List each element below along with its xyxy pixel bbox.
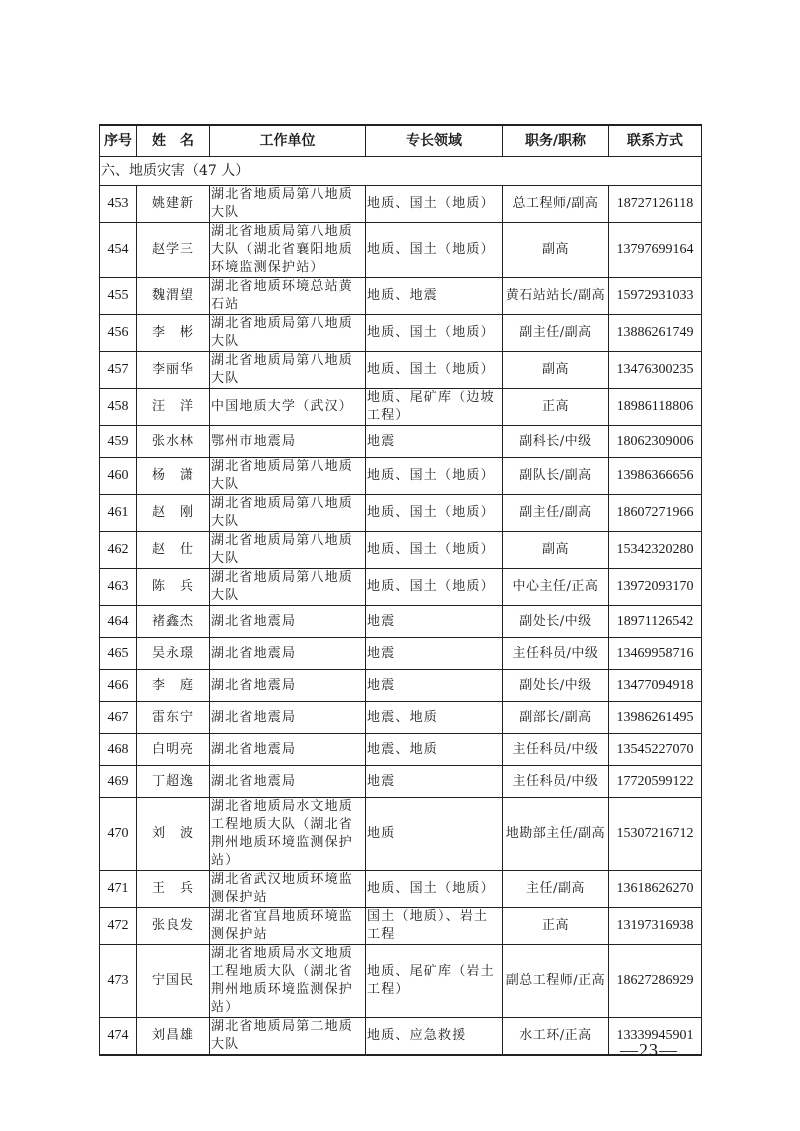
header-row: [100, 125, 702, 157]
work-unit: 湖北省地质局第八地质大队: [210, 315, 366, 352]
specialty-field: 地震、地质: [366, 702, 503, 734]
specialty-field: 地震: [366, 766, 503, 798]
work-unit: 湖北省地震局: [210, 702, 366, 734]
table-row: [100, 426, 702, 458]
work-unit: 鄂州市地震局: [210, 426, 366, 458]
work-unit: 湖北省地质局第二地质大队: [210, 1018, 366, 1056]
row-number: 470: [100, 798, 137, 871]
work-unit: 湖北省武汉地质环境监测保护站: [210, 871, 366, 908]
row-number: 461: [100, 495, 137, 532]
person-name: 魏渭望: [137, 278, 210, 315]
person-name: 雷东宁: [137, 702, 210, 734]
table-row: [100, 495, 702, 532]
row-number: 459: [100, 426, 137, 458]
specialty-field: 地质、国土（地质）: [366, 569, 503, 606]
contact-phone: 13986261495: [609, 702, 702, 734]
person-name: 宁国民: [137, 945, 210, 1018]
work-unit: 湖北省地震局: [210, 734, 366, 766]
specialty-field: 地震: [366, 670, 503, 702]
row-number: 458: [100, 389, 137, 426]
position-title: 副队长/副高: [503, 458, 609, 495]
position-title: 副科长/中级: [503, 426, 609, 458]
work-unit: 湖北省地质环境总站黄石站: [210, 278, 366, 315]
specialty-field: 国土（地质）、岩土工程: [366, 908, 503, 945]
work-unit: 湖北省地质局水文地质工程地质大队（湖北省荆州地质环境监测保护站）: [210, 945, 366, 1018]
row-number: 465: [100, 638, 137, 670]
work-unit: 湖北省地质局第八地质大队: [210, 458, 366, 495]
header-title: 职务/职称: [503, 125, 609, 157]
work-unit: 湖北省地质局第八地质大队: [210, 532, 366, 569]
specialty-field: 地质、国土（地质）: [366, 495, 503, 532]
contact-phone: 13197316938: [609, 908, 702, 945]
row-number: 469: [100, 766, 137, 798]
position-title: 水工环/正高: [503, 1018, 609, 1056]
page-number: —23—: [620, 1040, 678, 1060]
person-name: 丁超逸: [137, 766, 210, 798]
specialty-field: 地震: [366, 426, 503, 458]
table-row: [100, 670, 702, 702]
row-number: 473: [100, 945, 137, 1018]
person-name: 赵 刚: [137, 495, 210, 532]
table-row: [100, 352, 702, 389]
table-row: [100, 734, 702, 766]
contact-phone: 15342320280: [609, 532, 702, 569]
person-name: 吴永璟: [137, 638, 210, 670]
work-unit: 湖北省地质局第八地质大队: [210, 569, 366, 606]
specialty-field: 地质、地震: [366, 278, 503, 315]
row-number: 463: [100, 569, 137, 606]
row-number: 454: [100, 223, 137, 278]
specialty-field: 地质、国土（地质）: [366, 352, 503, 389]
contact-phone: 17720599122: [609, 766, 702, 798]
person-name: 刘昌雄: [137, 1018, 210, 1056]
work-unit: 湖北省地质局水文地质工程地质大队（湖北省荆州地质环境监测保护站）: [210, 798, 366, 871]
person-name: 陈 兵: [137, 569, 210, 606]
specialty-field: 地质、国土（地质）: [366, 532, 503, 569]
contact-phone: 13972093170: [609, 569, 702, 606]
person-name: 张良发: [137, 908, 210, 945]
position-title: 副高: [503, 532, 609, 569]
header-name: 姓 名: [137, 125, 210, 157]
position-title: 副主任/副高: [503, 495, 609, 532]
position-title: 主任/副高: [503, 871, 609, 908]
person-name: 白明亮: [137, 734, 210, 766]
row-number: 474: [100, 1018, 137, 1056]
contact-phone: 13986366656: [609, 458, 702, 495]
position-title: 正高: [503, 389, 609, 426]
table-row: [100, 458, 702, 495]
work-unit: 湖北省地质局第八地质大队（湖北省襄阳地质环境监测保护站）: [210, 223, 366, 278]
header-field: 专长领域: [366, 125, 503, 157]
table-row: [100, 638, 702, 670]
position-title: 主任科员/中级: [503, 766, 609, 798]
specialty-field: 地质、国土（地质）: [366, 223, 503, 278]
header-contact: 联系方式: [609, 125, 702, 157]
work-unit: 湖北省地质局第八地质大队: [210, 495, 366, 532]
contact-phone: 13469958716: [609, 638, 702, 670]
row-number: 462: [100, 532, 137, 569]
row-number: 468: [100, 734, 137, 766]
person-name: 汪 洋: [137, 389, 210, 426]
position-title: 正高: [503, 908, 609, 945]
table-row: [100, 278, 702, 315]
person-name: 褚鑫杰: [137, 606, 210, 638]
contact-phone: 18971126542: [609, 606, 702, 638]
work-unit: 湖北省地质局第八地质大队: [210, 186, 366, 223]
contact-phone: 13618626270: [609, 871, 702, 908]
section-row: [100, 157, 702, 186]
work-unit: 湖北省地震局: [210, 766, 366, 798]
header-unit: 工作单位: [210, 125, 366, 157]
table-row: [100, 1018, 702, 1056]
position-title: 总工程师/副高: [503, 186, 609, 223]
expert-table: [99, 124, 702, 1056]
row-number: 456: [100, 315, 137, 352]
position-title: 副处长/中级: [503, 606, 609, 638]
row-number: 466: [100, 670, 137, 702]
position-title: 副处长/中级: [503, 670, 609, 702]
table-row: [100, 606, 702, 638]
position-title: 主任科员/中级: [503, 638, 609, 670]
contact-phone: 13477094918: [609, 670, 702, 702]
work-unit: 湖北省地震局: [210, 606, 366, 638]
contact-phone: 18607271966: [609, 495, 702, 532]
table-row: [100, 186, 702, 223]
specialty-field: 地质、尾矿库（岩土工程）: [366, 945, 503, 1018]
row-number: 471: [100, 871, 137, 908]
position-title: 地勘部主任/副高: [503, 798, 609, 871]
specialty-field: 地震: [366, 638, 503, 670]
work-unit: 湖北省地震局: [210, 670, 366, 702]
person-name: 李丽华: [137, 352, 210, 389]
specialty-field: 地质、应急救援: [366, 1018, 503, 1056]
specialty-field: 地质、尾矿库（边坡工程）: [366, 389, 503, 426]
row-number: 460: [100, 458, 137, 495]
specialty-field: 地质、国土（地质）: [366, 315, 503, 352]
contact-phone: 18727126118: [609, 186, 702, 223]
specialty-field: 地质、国土（地质）: [366, 458, 503, 495]
row-number: 455: [100, 278, 137, 315]
specialty-field: 地震、地质: [366, 734, 503, 766]
row-number: 472: [100, 908, 137, 945]
person-name: 李 彬: [137, 315, 210, 352]
position-title: 副高: [503, 223, 609, 278]
table-row: [100, 223, 702, 278]
contact-phone: 15307216712: [609, 798, 702, 871]
person-name: 王 兵: [137, 871, 210, 908]
person-name: 赵 仕: [137, 532, 210, 569]
work-unit: 湖北省宜昌地质环境监测保护站: [210, 908, 366, 945]
row-number: 464: [100, 606, 137, 638]
table-row: [100, 389, 702, 426]
person-name: 姚建新: [137, 186, 210, 223]
table-row: [100, 798, 702, 871]
position-title: 黄石站站长/副高: [503, 278, 609, 315]
contact-phone: 13886261749: [609, 315, 702, 352]
person-name: 张水林: [137, 426, 210, 458]
table-row: [100, 871, 702, 908]
row-number: 457: [100, 352, 137, 389]
work-unit: 湖北省地质局第八地质大队: [210, 352, 366, 389]
row-number: 453: [100, 186, 137, 223]
specialty-field: 地质: [366, 798, 503, 871]
specialty-field: 地震: [366, 606, 503, 638]
contact-phone: 13476300235: [609, 352, 702, 389]
work-unit: 湖北省地震局: [210, 638, 366, 670]
specialty-field: 地质、国土（地质）: [366, 186, 503, 223]
header-number: 序号: [100, 125, 137, 157]
person-name: 刘 波: [137, 798, 210, 871]
contact-phone: 13545227070: [609, 734, 702, 766]
position-title: 中心主任/正高: [503, 569, 609, 606]
contact-phone: 18627286929: [609, 945, 702, 1018]
table-row: [100, 532, 702, 569]
table-row: [100, 315, 702, 352]
table-row: [100, 702, 702, 734]
contact-phone: 13797699164: [609, 223, 702, 278]
contact-phone: 15972931033: [609, 278, 702, 315]
table-row: [100, 569, 702, 606]
person-name: 赵学三: [137, 223, 210, 278]
table-row: [100, 766, 702, 798]
person-name: 李 庭: [137, 670, 210, 702]
position-title: 副总工程师/正高: [503, 945, 609, 1018]
row-number: 467: [100, 702, 137, 734]
position-title: 副部长/副高: [503, 702, 609, 734]
table-row: [100, 945, 702, 1018]
work-unit: 中国地质大学（武汉）: [210, 389, 366, 426]
position-title: 副主任/副高: [503, 315, 609, 352]
position-title: 主任科员/中级: [503, 734, 609, 766]
contact-phone: 18062309006: [609, 426, 702, 458]
contact-phone: 13339945901: [609, 1018, 702, 1056]
section-title: 六、地质灾害（47 人）: [100, 157, 702, 186]
position-title: 副高: [503, 352, 609, 389]
contact-phone: 18986118806: [609, 389, 702, 426]
table-row: [100, 908, 702, 945]
specialty-field: 地质、国土（地质）: [366, 871, 503, 908]
person-name: 杨 潇: [137, 458, 210, 495]
